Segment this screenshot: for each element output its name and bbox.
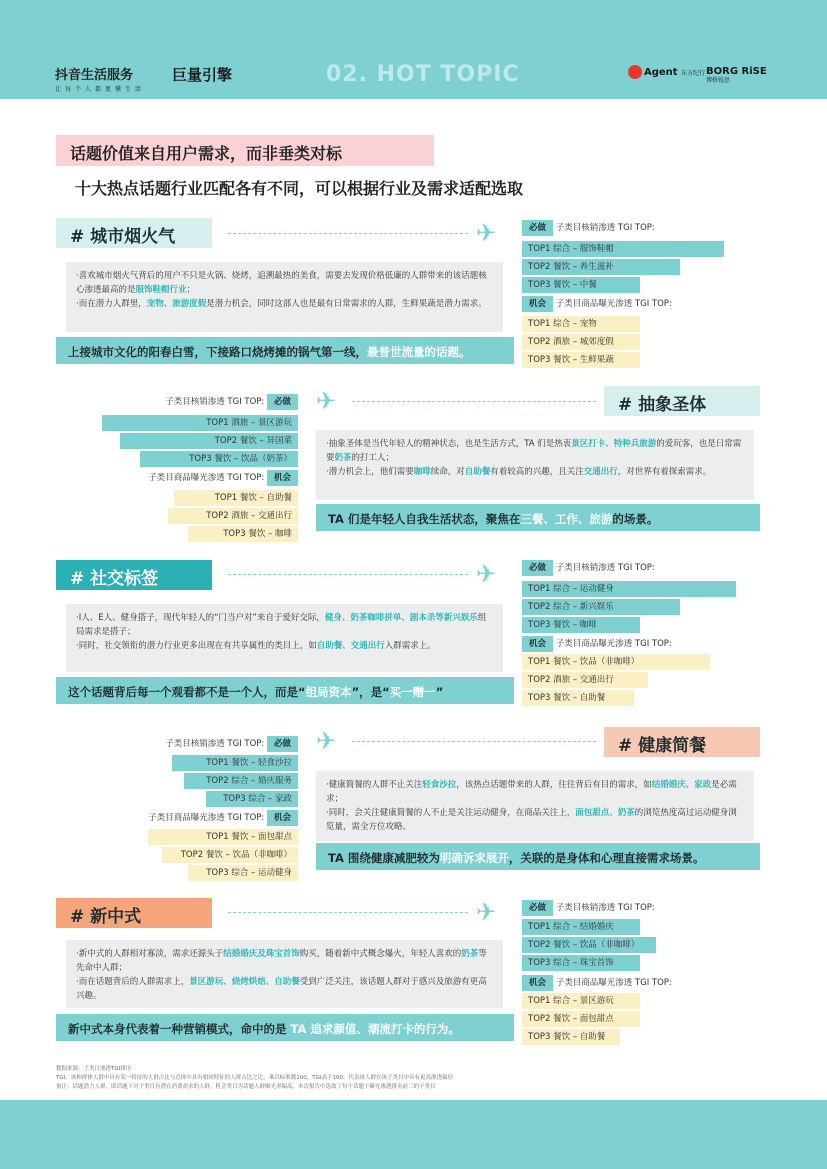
opp-badge: 机会: [522, 296, 553, 312]
tgi-row: TOP2 酒旅 – 交通出行: [168, 508, 298, 524]
tgi-row: TOP1 餐饮 – 饮品（非咖啡）: [522, 654, 710, 670]
opp-badge: 机会: [522, 636, 553, 652]
topic-tag: # 社交标签: [56, 560, 212, 590]
tgi-row: TOP2 餐饮 – 面包甜点: [522, 1011, 640, 1027]
tgi-row: TOP3 餐饮 – 咖啡: [522, 617, 640, 633]
must-badge: 必做: [267, 394, 298, 410]
tgi-panel: 必做 子类目核销渗透 TGI TOP: TOP1 综合 – 服饰鞋帽 TOP2 餐饮 – 养生滋补 TOP3 餐饮 – 中餐 机会 子类目商品曝光渗透 TGI TOP: TOP1 综合 – 宠物 TOP2 酒旅 – 城郊度假 TOP3 餐饮 – 生鲜果蔬: [520, 220, 770, 370]
tgi-row: TOP3 餐饮 – 饮品（奶茶）: [140, 451, 298, 467]
tgi-row: TOP3 综合 – 珠宝首饰: [522, 955, 640, 971]
tgi-row: TOP3 餐饮 – 生鲜果蔬: [522, 352, 640, 368]
tgi-row: TOP2 综合 – 婚庆服务: [184, 773, 298, 789]
topic-summary: TA 们是年轻人自我生活状态，聚焦在三餐、工作、旅游的场景。: [316, 504, 760, 531]
topic-summary: TA 围绕健康减肥较为明确诉求展开，关联的是身体和心理直接需求场景。: [316, 843, 760, 870]
bottom-banner: [0, 1100, 827, 1169]
plane-icon: ✈: [316, 727, 337, 755]
agent-logo: Agent 东方纪行: [628, 65, 705, 79]
plane-icon: ✈: [316, 387, 337, 415]
borg-rise-logo: BORG RiSE 博格锐思: [706, 66, 767, 84]
plane-icon: ✈: [476, 560, 497, 588]
page-subheading: 十大热点话题行业匹配各有不同，可以根据行业及需求适配选取: [75, 179, 524, 198]
tgi-row: TOP3 餐饮 – 自助餐: [522, 1029, 620, 1045]
must-badge: 必做: [522, 220, 553, 236]
topic-summary: 新中式本身代表着一种营销模式，命中的是 TA 追求颜值、潮流打卡的行为。: [56, 1014, 514, 1041]
tgi-row: TOP3 餐饮 – 自助餐: [522, 690, 634, 706]
tgi-row: TOP1 综合 – 宠物: [522, 316, 640, 332]
topic-tag: # 健康简餐: [604, 727, 760, 757]
topic-tag: # 城市烟火气: [56, 218, 212, 248]
tgi-row: TOP2 餐饮 – 异国菜: [120, 433, 298, 449]
topic-description: ·I人、E人、健身搭子，现代年轻人的“门当户对”来自于爱好交际，健身、奶茶咖啡拼单、剧本杀等新兴娱乐组局需求是搭子； ·同时，社交领衔的潜力行业更多出现在有共享属性的类目上，如自助餐、交通出行入群需求上。: [66, 604, 503, 672]
tgi-row: TOP1 综合 – 景区游玩: [522, 993, 640, 1009]
tgi-row: TOP3 餐饮 – 咖啡: [188, 526, 298, 542]
divider: [352, 741, 596, 742]
must-badge: 必做: [267, 736, 298, 752]
tgi-row: TOP1 餐饮 – 面包甜点: [148, 829, 298, 845]
tgi-row: TOP2 酒旅 – 城郊度假: [522, 334, 640, 350]
tgi-row: TOP1 酒旅 – 景区游玩: [102, 415, 298, 431]
opp-badge: 机会: [267, 470, 298, 486]
tgi-row: TOP1 餐饮 – 自助餐: [174, 490, 298, 506]
must-badge: 必做: [522, 900, 553, 916]
opp-badge: 机会: [267, 810, 298, 826]
ocean-engine-logo: 巨量引擎: [172, 66, 233, 84]
footnote: 数据来源：子类目渗透TGI排序 TGI：该种群体人群中具有某一特征的人群占比与总体中具有相同特征的人群占比之比，乘以标准数100，TGI高于100，代表该人群在该子类目中具有更高渗透偏好 备注：话题潜力人群，即话题下对子类目有潜在消费需求的人群，机会类目为话题人群曝光率偏高，本次报告中选取了每个话题下曝光渗透排名前三的子类目: [56, 1066, 453, 1090]
tgi-panel: 子类目核销渗透 TGI TOP: 必做 TOP1 酒旅 – 景区游玩 TOP2 餐饮 – 异国菜 TOP3 餐饮 – 饮品（奶茶） 子类目商品曝光渗透 TGI TOP: 机会 TOP1 餐饮 – 自助餐 TOP2 酒旅 – 交通出行 TOP3 餐饮 – 咖啡: [100, 394, 300, 544]
tgi-row: TOP2 餐饮 – 饮品（非咖啡）: [162, 847, 298, 863]
topic-tag: # 抽象圣体: [604, 386, 760, 416]
plane-icon: ✈: [476, 898, 497, 926]
section-title: 02. HOT TOPIC: [326, 62, 520, 87]
tgi-row: TOP2 餐饮 – 饮品（非咖啡）: [522, 937, 656, 953]
tgi-panel: 子类目核销渗透 TGI TOP: 必做 TOP1 餐饮 – 轻食沙拉 TOP2 综合 – 婚庆服务 TOP3 综合 – 家政 子类目商品曝光渗透 TGI TOP: 机会 TOP1 餐饮 – 面包甜点 TOP2 餐饮 – 饮品（非咖啡） TOP3 综合 – 运动健身: [100, 736, 300, 886]
divider: [352, 401, 596, 402]
tgi-row: TOP2 餐饮 – 养生滋补: [522, 259, 680, 275]
divider: [228, 233, 468, 234]
topic-tag: # 新中式: [56, 898, 212, 928]
divider: [228, 574, 468, 575]
topic-description: ·喜欢城市烟火气背后的用户不只是火锅、烧烤，追溯最热的美食，需要去发现价格低廉的人群带来的该话题核心渗透最高的是服饰鞋帽行业； ·而在潜力人群里，宠物、旅游度假是潜力机会，同时这部人也是最有日常需求的人群，生鲜果蔬是潜力需求。: [66, 262, 503, 332]
tgi-row: TOP3 综合 – 运动健身: [188, 865, 298, 881]
topic-description: ·新中式的人群相对寡淡，需求还源头于结婚婚庆及珠宝首饰购买，随着新中式概念爆火，年轻人喜欢的奶茶等先命中人群； ·而在话题背后的人群需求上，景区游玩、烧烤烘焙、自助餐受到广泛关注，该话题人群对于感兴及旅游有更高兴趣。: [66, 940, 503, 1008]
opp-badge: 机会: [522, 975, 553, 991]
topic-summary: 这个话题背后每一个观看都不是一个人，而是“组局资本”，是“买一赠一”: [56, 677, 514, 704]
tgi-row: TOP1 综合 – 结婚婚庆: [522, 919, 640, 935]
topic-description: ·健康简餐的人群不止关注轻食沙拉，该热点话题带来的人群，往往背后有目的需求，如结婚婚庆、家政是必需求； ·同时，会关注健康简餐的人不止是关注运动健身，在商品关注上，面包甜点、奶茶的浏览热度高过运动健身浏览量，需全方位攻略。: [316, 771, 754, 841]
tgi-row: TOP1 综合 – 运动健身: [522, 581, 736, 597]
tgi-row: TOP2 酒旅 – 交通出行: [522, 672, 648, 688]
douyin-life-logo: 抖音生活服务 让每个人都更懂生活: [55, 68, 146, 93]
tgi-panel: 必做 子类目核销渗透 TGI TOP: TOP1 综合 – 运动健身 TOP2 综合 – 新兴娱乐 TOP3 餐饮 – 咖啡 机会 子类目商品曝光渗透 TGI TOP: TOP1 餐饮 – 饮品（非咖啡） TOP2 酒旅 – 交通出行 TOP3 餐饮 – 自助餐: [520, 560, 770, 710]
topic-summary: 上接城市文化的阳春白雪，下接路口烧烤摊的锅气第一线，最普世流量的话题。: [56, 337, 514, 364]
tgi-row: TOP3 餐饮 – 中餐: [522, 277, 640, 293]
tgi-row: TOP1 综合 – 服饰鞋帽: [522, 241, 724, 257]
tgi-row: TOP3 综合 – 家政: [206, 791, 298, 807]
tgi-panel: 必做 子类目核销渗透 TGI TOP: TOP1 综合 – 结婚婚庆 TOP2 餐饮 – 饮品（非咖啡） TOP3 综合 – 珠宝首饰 机会 子类目商品曝光渗透 TGI TOP: TOP1 综合 – 景区游玩 TOP2 餐饮 – 面包甜点 TOP3 餐饮 – 自助餐: [520, 900, 770, 1050]
tgi-row: TOP1 餐饮 – 轻食沙拉: [172, 755, 298, 771]
page-heading: 话题价值来自用户需求，而非垂类对标: [56, 135, 434, 166]
plane-icon: ✈: [476, 219, 497, 247]
must-badge: 必做: [522, 560, 553, 576]
divider: [228, 912, 468, 913]
topic-description: ·抽象圣体是当代年轻人的精神状态，也是生活方式，TA 们是热衷景区打卡、特种兵旅游的爱玩客，也是日常需要奶茶的打工人； ·潜力机会上，他们需要咖啡续命，对自助餐有着较高的兴趣，且关注交通出行，对世界有着探索需求。: [316, 430, 754, 500]
tgi-row: TOP2 综合 – 新兴娱乐: [522, 599, 680, 615]
